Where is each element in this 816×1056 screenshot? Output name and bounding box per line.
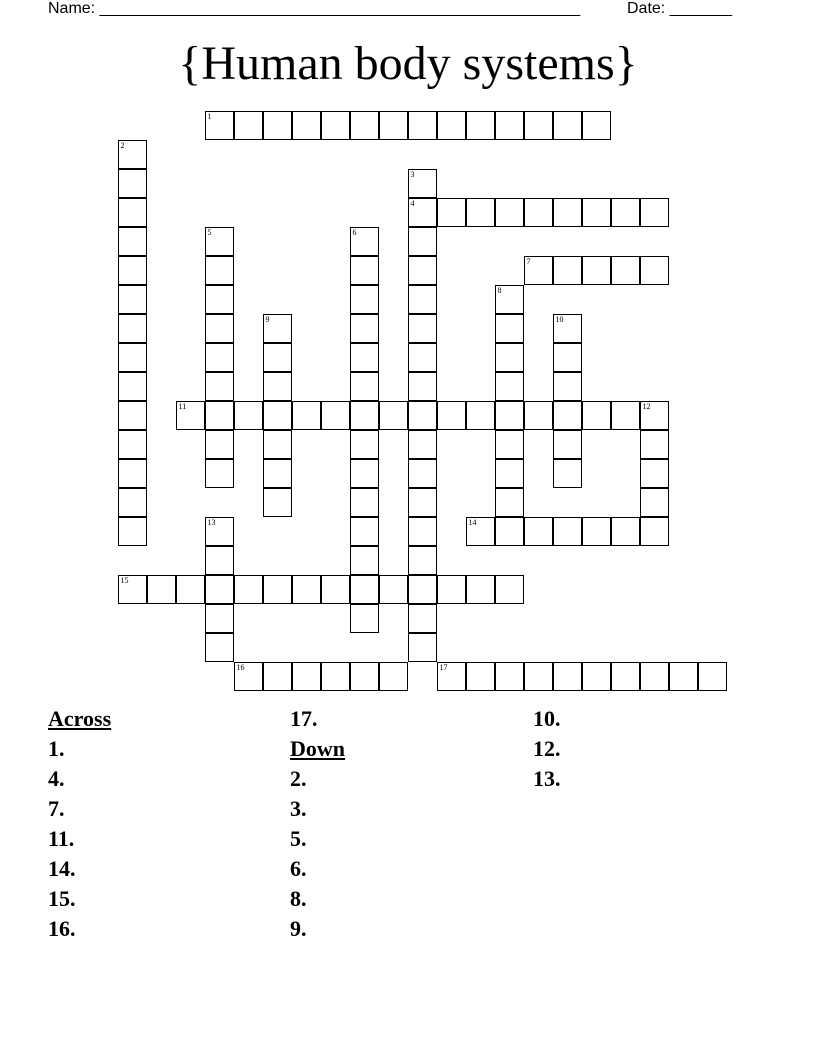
grid-cell[interactable] [553,401,582,430]
grid-cell[interactable] [611,401,640,430]
grid-cell[interactable] [582,517,611,546]
clue-number: 13 [207,517,216,527]
grid-cell[interactable] [350,488,379,517]
clue-number: 1 [207,111,212,121]
grid-cell[interactable] [118,488,147,517]
grid-cell[interactable] [118,285,147,314]
grid-cell[interactable] [292,575,321,604]
grid-cell[interactable] [350,343,379,372]
grid-cell[interactable] [350,517,379,546]
grid-cell[interactable] [350,546,379,575]
grid-cell[interactable] [611,662,640,691]
grid-cell[interactable] [408,546,437,575]
grid-cell[interactable] [205,256,234,285]
grid-cell[interactable] [495,517,524,546]
grid-cell[interactable] [495,198,524,227]
grid-cell[interactable] [263,314,292,343]
grid-cell[interactable] [263,430,292,459]
clue-across-7: 7. [48,796,65,821]
grid-cell[interactable] [379,401,408,430]
grid-cell[interactable] [205,546,234,575]
grid-cell[interactable] [553,198,582,227]
grid-cell[interactable] [495,314,524,343]
grid-cell[interactable] [582,401,611,430]
grid-cell[interactable] [408,111,437,140]
clue-down-5: 5. [290,826,307,851]
grid-cell[interactable] [466,517,495,546]
grid-cell[interactable] [350,459,379,488]
grid-cell[interactable] [292,401,321,430]
grid-cell[interactable] [205,430,234,459]
grid-cell[interactable] [379,111,408,140]
clue-down-10: 10. [533,706,561,731]
grid-cell[interactable] [553,372,582,401]
grid-cell[interactable] [640,459,669,488]
grid-cell[interactable] [466,575,495,604]
clue-number: 10 [555,314,564,324]
grid-cell[interactable] [408,372,437,401]
grid-cell[interactable] [321,575,350,604]
grid-cell[interactable] [263,662,292,691]
grid-cell[interactable] [524,198,553,227]
grid-cell[interactable] [408,256,437,285]
grid-cell[interactable] [466,662,495,691]
grid-cell[interactable] [495,459,524,488]
grid-cell[interactable] [234,575,263,604]
grid-cell[interactable] [350,604,379,633]
grid-cell[interactable] [408,198,437,227]
grid-cell[interactable] [118,343,147,372]
clue-column-2 [290,704,345,944]
name-field-line: Name: ______________________________________________________ [48,0,581,17]
clue-across-14: 14. [48,856,76,881]
grid-cell[interactable] [553,111,582,140]
grid-cell[interactable] [466,401,495,430]
grid-cell[interactable] [698,662,727,691]
clue-across-4: 4. [48,766,65,791]
grid-cell[interactable] [350,401,379,430]
grid-cell[interactable] [495,662,524,691]
grid-cell[interactable] [553,256,582,285]
grid-cell[interactable] [118,140,147,169]
grid-cell[interactable] [205,372,234,401]
clue-across-1: 1. [48,736,65,761]
grid-cell[interactable] [205,401,234,430]
clue-down-12: 12. [533,736,561,761]
grid-cell[interactable] [495,285,524,314]
grid-cell[interactable] [524,401,553,430]
grid-cell[interactable] [321,401,350,430]
grid-cell[interactable] [118,169,147,198]
grid-cell[interactable] [118,517,147,546]
grid-cell[interactable] [437,198,466,227]
grid-cell[interactable] [408,488,437,517]
down-heading: Down [290,736,346,761]
clue-number: 5 [207,227,212,237]
grid-cell[interactable] [553,517,582,546]
grid-cell[interactable] [611,256,640,285]
grid-cell[interactable] [292,662,321,691]
grid-cell[interactable] [524,111,553,140]
clue-number: 15 [120,575,129,585]
clue-across-17: 17. [290,706,318,731]
grid-cell[interactable] [118,198,147,227]
grid-cell[interactable] [611,198,640,227]
grid-cell[interactable] [263,575,292,604]
grid-cell[interactable] [437,111,466,140]
grid-cell[interactable] [118,575,147,604]
puzzle-title: {Human body systems} [178,37,638,90]
clue-number: 17 [439,662,448,672]
clue-down-13: 13. [533,766,561,791]
grid-cell[interactable] [205,459,234,488]
grid-cell[interactable] [553,314,582,343]
grid-cell[interactable] [408,517,437,546]
grid-cell[interactable] [350,256,379,285]
grid-cell[interactable] [408,575,437,604]
clue-down-8: 8. [290,886,307,911]
grid-cell[interactable] [611,517,640,546]
grid-cell[interactable] [495,372,524,401]
grid-cell[interactable] [553,662,582,691]
clue-across-11: 11. [48,826,75,851]
clue-down-6: 6. [290,856,307,881]
grid-cell[interactable] [176,575,205,604]
grid-cell[interactable] [408,314,437,343]
grid-cell[interactable] [437,575,466,604]
clue-down-9: 9. [290,916,307,941]
grid-cell[interactable] [466,198,495,227]
grid-cell[interactable] [437,662,466,691]
grid-cell[interactable] [582,198,611,227]
grid-cell[interactable] [553,459,582,488]
grid-cell[interactable] [234,401,263,430]
grid-cell[interactable] [263,343,292,372]
date-field-line: Date: _______ [627,0,732,17]
grid-cell[interactable] [640,488,669,517]
grid-cell[interactable] [408,285,437,314]
grid-cell[interactable] [640,256,669,285]
grid-cell[interactable] [118,227,147,256]
grid-cell[interactable] [582,256,611,285]
grid-cell[interactable] [350,314,379,343]
grid-cell[interactable] [350,662,379,691]
grid-cell[interactable] [263,459,292,488]
clue-number: 16 [236,662,245,672]
grid-cell[interactable] [234,662,263,691]
grid-cell[interactable] [495,488,524,517]
grid-cell[interactable] [466,111,495,140]
grid-cell[interactable] [350,111,379,140]
grid-cell[interactable] [437,401,466,430]
clue-number: 7 [526,256,531,266]
grid-cell[interactable] [118,256,147,285]
grid-cell[interactable] [350,227,379,256]
grid-cell[interactable] [640,517,669,546]
grid-cell[interactable] [205,575,234,604]
grid-cell[interactable] [263,488,292,517]
grid-cell[interactable] [292,111,321,140]
clue-column-1 [48,704,111,944]
grid-cell[interactable] [408,633,437,662]
grid-cell[interactable] [321,662,350,691]
grid-cell[interactable] [408,430,437,459]
clue-number: 8 [497,285,502,295]
grid-cell[interactable] [408,459,437,488]
clue-number: 4 [410,198,415,208]
clue-column-3 [533,704,561,794]
grid-cell[interactable] [640,401,669,430]
grid-cell[interactable] [263,372,292,401]
grid-cell[interactable] [118,372,147,401]
grid-cell[interactable] [495,401,524,430]
grid-cell[interactable] [147,575,176,604]
clue-number: 2 [120,140,125,150]
grid-cell[interactable] [205,633,234,662]
grid-cell[interactable] [350,372,379,401]
grid-cell[interactable] [118,459,147,488]
grid-cell[interactable] [640,662,669,691]
grid-cell[interactable] [408,227,437,256]
grid-cell[interactable] [379,662,408,691]
grid-cell[interactable] [205,517,234,546]
grid-cell[interactable] [263,111,292,140]
grid-cell[interactable] [350,575,379,604]
grid-cell[interactable] [495,430,524,459]
clue-number: 9 [265,314,270,324]
grid-cell[interactable] [118,430,147,459]
grid-cell[interactable] [234,111,263,140]
clue-down-3: 3. [290,796,307,821]
clue-across-15: 15. [48,886,76,911]
grid-cell[interactable] [524,662,553,691]
grid-cell[interactable] [408,169,437,198]
clue-number: 12 [642,401,651,411]
grid-cell[interactable] [350,430,379,459]
clue-number: 14 [468,517,477,527]
grid-cell[interactable] [582,111,611,140]
grid-cell[interactable] [205,227,234,256]
grid-cell[interactable] [669,662,698,691]
grid-cell[interactable] [263,401,292,430]
clue-number: 11 [178,401,187,411]
clue-number: 6 [352,227,357,237]
clue-across-16: 16. [48,916,76,941]
grid-cell[interactable] [205,343,234,372]
grid-cell[interactable] [321,111,350,140]
grid-cell[interactable] [408,343,437,372]
grid-cell[interactable] [118,314,147,343]
grid-cell[interactable] [205,111,234,140]
grid-cell[interactable] [495,575,524,604]
grid-cell[interactable] [640,198,669,227]
grid-cell[interactable] [524,517,553,546]
grid-cell[interactable] [205,285,234,314]
grid-cell[interactable] [379,575,408,604]
grid-cell[interactable] [640,430,669,459]
grid-cell[interactable] [495,111,524,140]
clue-number: 3 [410,169,415,179]
grid-cell[interactable] [553,343,582,372]
across-heading: Across [48,706,112,731]
grid-cell[interactable] [408,401,437,430]
grid-cell[interactable] [524,256,553,285]
grid-cell[interactable] [495,343,524,372]
grid-cell[interactable] [553,430,582,459]
grid-cell[interactable] [205,604,234,633]
grid-cell[interactable] [350,285,379,314]
grid-cell[interactable] [176,401,205,430]
grid-cell[interactable] [582,662,611,691]
clue-down-2: 2. [290,766,307,791]
grid-cell[interactable] [408,604,437,633]
grid-cell[interactable] [205,314,234,343]
grid-cell[interactable] [118,401,147,430]
